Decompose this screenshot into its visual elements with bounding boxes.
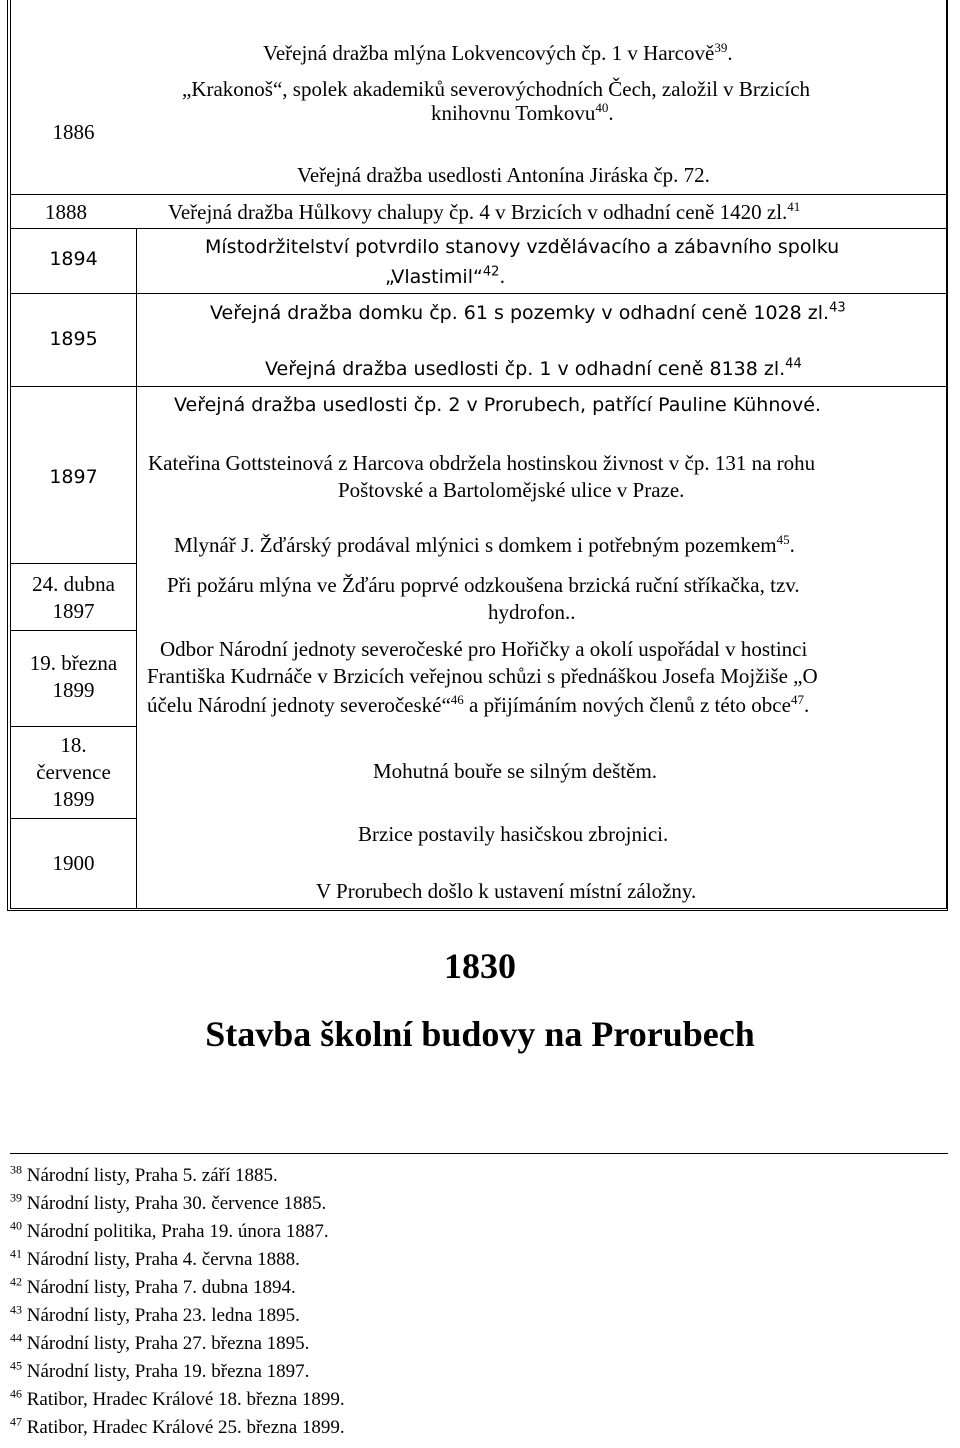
year-1888: 1888 <box>45 200 87 224</box>
entry-1886-mill-auction: Veřejná dražba mlýna Lokvencových čp. 1 v Harcově$^{39}$. <box>263 40 733 65</box>
entry-1895-usedlost-auction: Veřejná dražba usedlosti čp. 1 v odhadní ceně 8138 zl.$^{44}$ <box>265 356 802 380</box>
footnote-45: $^{45}$ Národní listy, Praha 19. března 1897. <box>10 1358 310 1382</box>
row-divider <box>11 818 136 819</box>
entry-savings-bank: V Prorubech došlo k ustavení místní záložny. <box>316 879 697 903</box>
section-year-heading: 1830 <box>444 946 516 986</box>
date-19-brezna-1899 <box>11 650 136 704</box>
date-year: 1899 <box>52 787 95 811</box>
row-divider <box>11 726 136 727</box>
footnote-38: $^{38}$ Národní listy, Praha 5. září 1885. <box>10 1162 278 1186</box>
year-1897: 1897 <box>49 466 98 488</box>
footnote-separator <box>10 1153 948 1154</box>
entry-1897-gottstein: Kateřina Gottsteinová z Harcova obdržela hostinskou živnost v čp. 131 na rohu <box>148 451 816 475</box>
entry-narodni-jednota-2: Františka Kudrnáče v Brzicích veřejnou schůzi s přednáškou Josefa Mojžiše „O <box>147 664 818 688</box>
entry-1888-hulek-auction: Veřejná dražba Hůlkovy chalupy čp. 4 v Brzicích v odhadní ceně 1420 zl.$^{41}$ <box>168 199 801 224</box>
row-divider <box>11 386 947 387</box>
section-title: Stavba školní budovy na Prorubech <box>205 1014 755 1054</box>
entry-1894-line2: „Vlastimil“$^{42}$. <box>385 264 506 288</box>
year-1886: 1886 <box>52 120 95 144</box>
date-day: 18. <box>60 733 87 757</box>
entry-fire-station: Brzice postavily hasičskou zbrojnici. <box>358 822 669 846</box>
entry-storm: Mohutná bouře se silným deštěm. <box>373 759 658 783</box>
entry-1886-library: knihovnu Tomkovu$^{40}$. <box>431 100 614 125</box>
entry-1897-gottstein-cont: Poštovské a Bartolomějské ulice v Praze. <box>338 478 685 502</box>
date-day-month: 19. března <box>29 651 118 675</box>
date-year: 1897 <box>52 599 95 623</box>
entry-1897-zdarsky: Mlynář J. Žďárský prodával mlýnici s domkem i potřebným pozemkem$^{45}$. <box>174 532 795 557</box>
entry-zdar-fire-cont: hydrofon.. <box>488 600 576 624</box>
row-divider <box>11 293 947 294</box>
entry-narodni-jednota-3: účelu Národní jednoty severočeské“$^{46}$ a přijímáním nových členů z této obce$^{47}$. <box>147 692 810 717</box>
footnote-39: $^{39}$ Národní listy, Praha 30. července 1885. <box>10 1190 327 1214</box>
footnote-43: $^{43}$ Národní listy, Praha 23. ledna 1895. <box>10 1302 300 1326</box>
footnote-46: $^{46}$ Ratibor, Hradec Králové 18. března 1899. <box>10 1386 345 1410</box>
entry-1886-krakonos: „Krakonoš“, spolek akademiků severovýchodních Čech, založil v Brzicích <box>182 77 811 101</box>
footnote-42: $^{42}$ Národní listy, Praha 7. dubna 1894. <box>10 1274 296 1298</box>
date-day-month: 24. dubna <box>32 572 115 596</box>
entry-narodni-jednota-1: Odbor Národní jednoty severočeské pro Hořičky a okolí uspořádal v hostinci <box>160 637 808 661</box>
row-divider <box>11 630 136 631</box>
year-1894: 1894 <box>49 248 98 270</box>
year-1895: 1895 <box>49 328 98 350</box>
column-divider <box>136 228 137 909</box>
footnote-41: $^{41}$ Národní listy, Praha 4. června 1888. <box>10 1246 300 1270</box>
footnote-44: $^{44}$ Národní listy, Praha 27. března 1895. <box>10 1330 310 1354</box>
date-year: 1899 <box>52 678 95 702</box>
entry-1894-line1: Místodržitelství potvrdilo stanovy vzdělávacího a zábavního spolku <box>205 236 840 258</box>
row-divider <box>11 194 947 195</box>
entry-zdar-fire: Při požáru mlýna ve Žďáru poprvé odzkoušena brzická ruční stříkačka, tzv. <box>167 573 800 597</box>
date-month: července <box>36 760 111 784</box>
footnote-40: $^{40}$ Národní politika, Praha 19. února 1887. <box>10 1218 329 1242</box>
row-divider <box>11 228 947 229</box>
date-18-cervence-1899 <box>11 732 136 813</box>
year-1900: 1900 <box>52 851 95 875</box>
entry-1897-kuhn-auction: Veřejná dražba usedlosti čp. 2 v Prorubech, patřící Pauline Kühnové. <box>174 394 821 416</box>
entry-1886-jirasek-auction: Veřejná dražba usedlosti Antonína Jiráska čp. 72. <box>297 163 710 187</box>
footnote-47: $^{47}$ Ratibor, Hradec Králové 25. března 1899. <box>10 1414 345 1438</box>
row-divider <box>11 563 136 564</box>
entry-1895-domek-auction: Veřejná dražba domku čp. 61 s pozemky v odhadní ceně 1028 zl.$^{43}$ <box>210 300 846 324</box>
date-24-dubna-1897 <box>11 571 136 625</box>
